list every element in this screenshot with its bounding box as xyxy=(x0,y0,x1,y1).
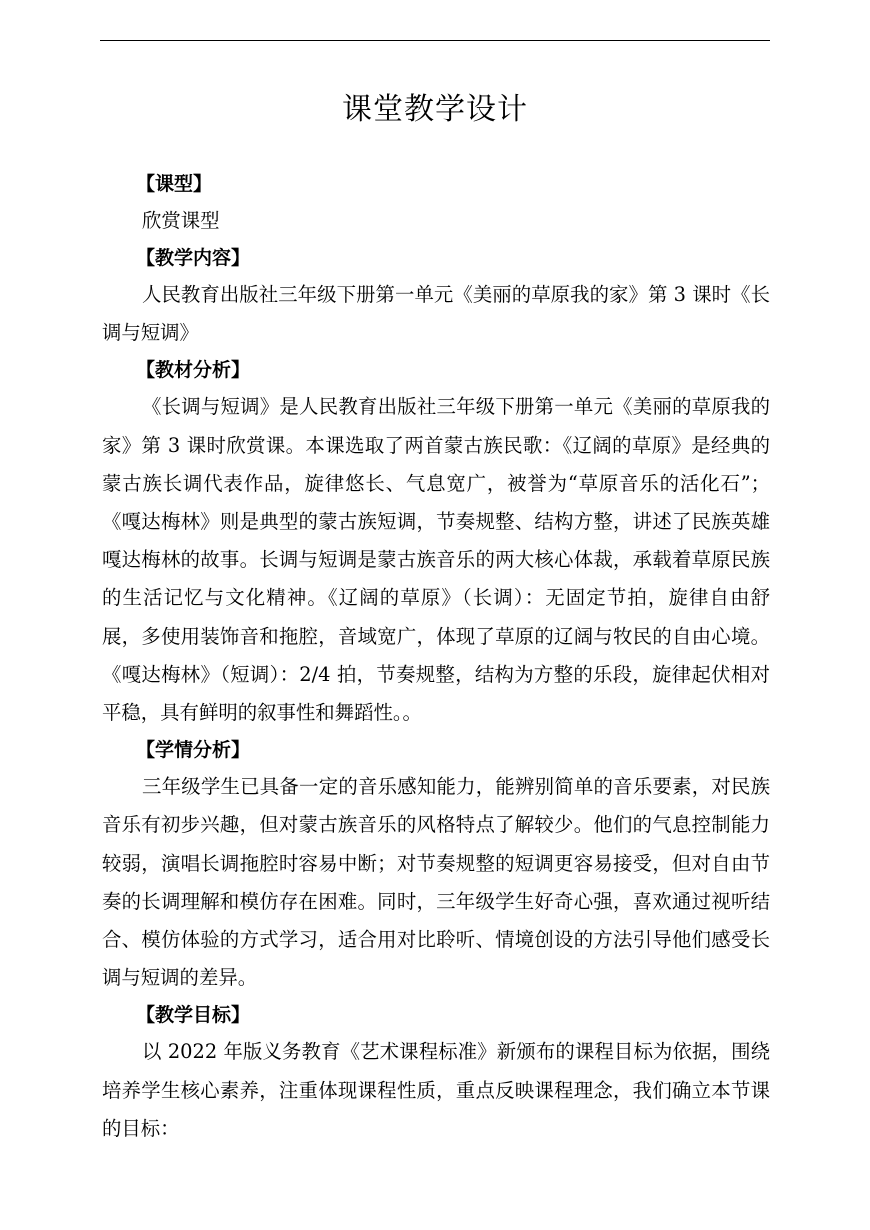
section-heading-lesson-type: 【课型】 xyxy=(136,173,213,195)
section-text-teaching-content: 人民教育出版社三年级下册第一单元《美丽的草原我的家》第 3 课时《长调与短调》 xyxy=(102,283,770,345)
page-title: 课堂教学设计 xyxy=(342,92,528,127)
section-heading-material-analysis: 【教材分析】 xyxy=(136,359,251,382)
document-body xyxy=(102,168,770,1152)
section-heading-student-analysis: 【学情分析】 xyxy=(136,739,251,762)
section-text-student-analysis: 三年级学生已具备一定的音乐感知能力，能辨别简单的音乐要素，对民族音乐有初步兴趣，但对蒙古族音乐的风格特点了解较少。他们的气息控制能力较弱，演唱长调拖腔时容易中断；对节奏规整的短调更容易接受，但对自由节奏的长调理解和模仿存在困难。同时，三年级学生好奇心强，喜欢通过视听结合、模仿体验的方式学习，适合用对比聆听、情境创设的方法引导他们感受长调与短调的差异。 xyxy=(102,775,770,990)
header-rule xyxy=(100,40,770,41)
section-heading-teaching-goals: 【教学目标】 xyxy=(136,1004,251,1027)
section-text-lesson-type: 欣赏课型 xyxy=(142,209,220,232)
section-text-material-analysis: 《长调与短调》是人民教育出版社三年级下册第一单元《美丽的草原我的家》第 3 课时欣赏课。本课选取了两首蒙古族民歌：《辽阔的草原》是经典的蒙古族长调代表作品，旋律悠长、气息宽广，被誉为“草原音乐的活化石”；《嘎达梅林》则是典型的蒙古族短调，节奏规整、结构方整，讲述了民族英雄嘎达梅林的故事。长调与短调是蒙古族音乐的两大核心体裁，承载着草原民族的生活记忆与文化精神。《辽阔的草原》（长调）：无固定节拍，旋律自由舒展，多使用装饰音和拖腔，音域宽广，体现了草原的辽阔与牧民的自由心境。《嘎达梅林》（短调）：2/4 拍，节奏规整，结构为方整的乐段，旋律起伏相对平稳，具有鲜明的叙事性和舞蹈性。。 xyxy=(102,395,770,725)
section-heading-teaching-content: 【教学内容】 xyxy=(136,247,251,269)
section-text-teaching-goals: 以 2022 年版义务教育《艺术课程标准》新颁布的课程目标为依据，围绕培养学生核心素养，注重体现课程性质，重点反映课程理念，我们确立本节课的目标： xyxy=(102,1040,770,1140)
